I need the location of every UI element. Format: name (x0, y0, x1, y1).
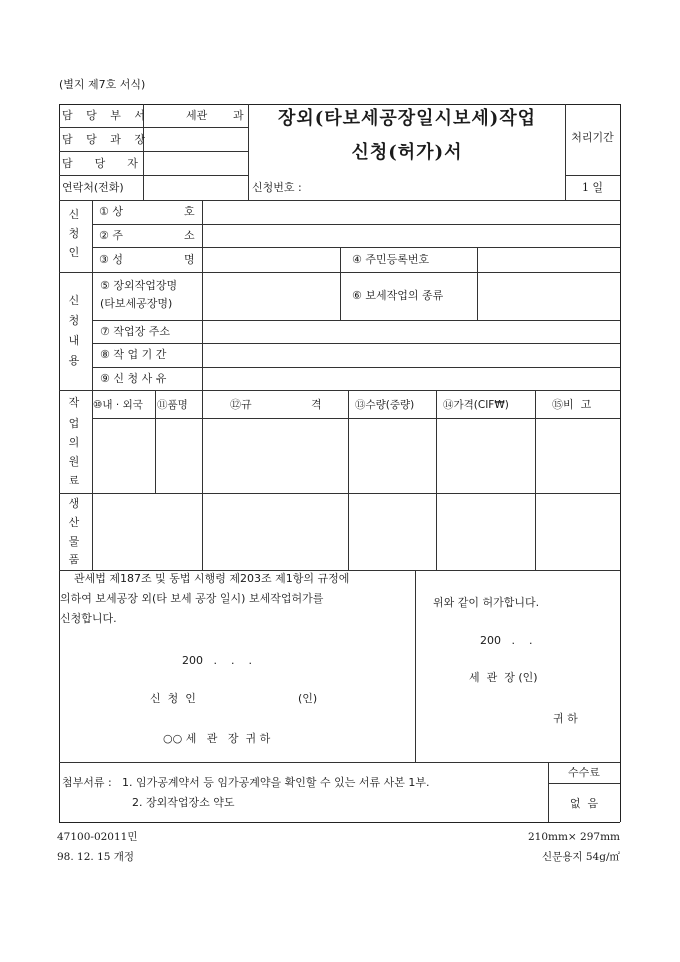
content-section-label-1: 신 (68, 294, 80, 307)
divider (59, 127, 248, 128)
approval-line1: 위와 같이 허가합니다. (433, 596, 540, 609)
processing-period-value: 1 일 (581, 181, 604, 194)
col-domestic-foreign: ⑩내 · 외국 (93, 399, 143, 411)
divider (248, 104, 249, 200)
divider (59, 200, 620, 201)
address-label: ② 주 (99, 229, 123, 242)
declaration-addressee: ○○ 세 관 장 귀 하 (163, 732, 271, 745)
divider (436, 390, 437, 570)
fee-value: 없 음 (569, 797, 599, 810)
workplace-address-label: ⑦ 작업장 주소 (100, 325, 170, 338)
divider (92, 200, 93, 570)
content-section-label-3: 내 (68, 334, 80, 347)
divider (155, 390, 156, 493)
divider (92, 320, 620, 321)
products-section-label-1: 생 (68, 497, 80, 510)
col-spec-suffix: 격 (311, 398, 322, 411)
application-number-label: 신청번호 : (252, 181, 302, 194)
col-quantity: ⑬수량(중량) (355, 399, 415, 411)
divider (477, 247, 478, 320)
address-label-suffix: 소 (184, 229, 195, 242)
approval-date: 200 . . (480, 634, 533, 647)
col-spec: ⑫규 (230, 398, 252, 411)
dept-value[interactable]: 세관 (186, 109, 208, 122)
divider (92, 418, 620, 419)
divider (415, 570, 416, 762)
paper-size: 210mm× 297mm (527, 831, 620, 843)
work-period-label: ⑧ 작 업 기 간 (100, 348, 167, 361)
divider (59, 175, 248, 176)
processing-period-label: 처리기간 (571, 131, 614, 144)
bonded-work-type-label: ⑥ 보세작업의 종류 (352, 289, 444, 302)
attachments-label: 첨부서류 : (62, 776, 112, 789)
officer-value[interactable] (150, 157, 244, 171)
trade-name-label-suffix: 호 (184, 205, 195, 218)
applicant-section-label-3: 인 (68, 246, 80, 259)
fee-label: 수수료 (568, 766, 600, 779)
name-label: ③ 성 (99, 253, 123, 266)
col-remarks: ⑮비 고 (552, 398, 592, 411)
materials-section-label-2: 업 (68, 417, 80, 430)
divider (92, 367, 620, 368)
section-chief-value[interactable] (150, 133, 244, 147)
form-title-line2: 신청(허가)서 (351, 142, 463, 163)
divider (202, 200, 203, 390)
table-right-border (620, 104, 621, 822)
attachment-item-2: 2. 장외작업장소 약도 (132, 796, 235, 809)
divider (348, 390, 349, 570)
products-section-label-4: 품 (68, 553, 80, 566)
divider (59, 570, 620, 571)
attachment-item-1: 1. 임가공계약서 등 임가공계약을 확인할 수 있는 서류 사본 1부. (122, 776, 430, 789)
workplace-name-label: ⑤ 장외작업장명 (100, 279, 178, 292)
declaration-line1: 관세법 제187조 및 동법 시행령 제203조 제1항의 규정에 (74, 572, 350, 585)
declaration-line3: 신청합니다. (60, 612, 117, 625)
approval-addressee: 귀 하 (553, 712, 578, 725)
applicant-section-label-1: 신 (68, 208, 80, 221)
applicant-sign-label: 신 청 인 (150, 692, 196, 705)
declaration-date: 200 . . . (182, 654, 252, 667)
materials-section-label-3: 의 (68, 436, 80, 449)
dept-suffix: 과 (233, 109, 244, 122)
dept-label: 담 당 부 서 (62, 109, 150, 122)
products-section-label-2: 산 (68, 516, 80, 529)
table-bottom-border (59, 822, 620, 823)
divider (565, 175, 620, 176)
products-section-label-3: 물 (68, 535, 80, 548)
divider (59, 151, 248, 152)
materials-section-label-5: 료 (68, 474, 80, 487)
revision-date: 98. 12. 15 개정 (57, 851, 135, 863)
applicant-seal: (인) (298, 692, 318, 705)
content-section-label-4: 용 (68, 354, 80, 367)
officer-label: 담 당 자 (62, 157, 143, 170)
approval-signer: 세 관 장 (인) (469, 671, 538, 684)
col-item-name: ⑪품명 (157, 399, 188, 411)
divider (92, 247, 620, 248)
divider (535, 390, 536, 570)
divider (92, 343, 620, 344)
section-chief-label: 담 당 과 장 (62, 133, 150, 146)
applicant-section-label-2: 청 (68, 227, 80, 240)
contact-label: 연락처(전화) (62, 181, 124, 194)
divider (548, 783, 620, 784)
content-section-label-2: 청 (68, 314, 80, 327)
contact-value[interactable] (150, 181, 244, 195)
divider (202, 390, 203, 570)
materials-section-label-4: 원 (68, 455, 80, 468)
name-label-suffix: 명 (184, 253, 195, 266)
form-number: 47100-02011민 (57, 831, 138, 843)
divider (59, 762, 620, 763)
declaration-line2: 의하여 보세공장 외(타 보세 공장 일시) 보세작업허가를 (60, 592, 324, 605)
trade-name-label: ① 상 (99, 205, 123, 218)
application-reason-label: ⑨ 신 청 사 유 (100, 372, 167, 385)
divider (92, 224, 620, 225)
col-price: ⑭가격(CIF₩) (443, 399, 509, 411)
paper-type: 신문용지 54g/㎡ (541, 851, 620, 863)
bonded-factory-name-label: (타보세공장명) (100, 297, 173, 310)
divider (340, 247, 341, 320)
table-left-border (59, 104, 60, 822)
materials-section-label-1: 작 (68, 396, 80, 409)
form-title-line1: 장외(타보세공장일시보세)작업 (277, 108, 537, 129)
resident-number-label: ④ 주민등록번호 (352, 253, 430, 266)
form-label: (별지 제7호 서식) (59, 78, 146, 91)
